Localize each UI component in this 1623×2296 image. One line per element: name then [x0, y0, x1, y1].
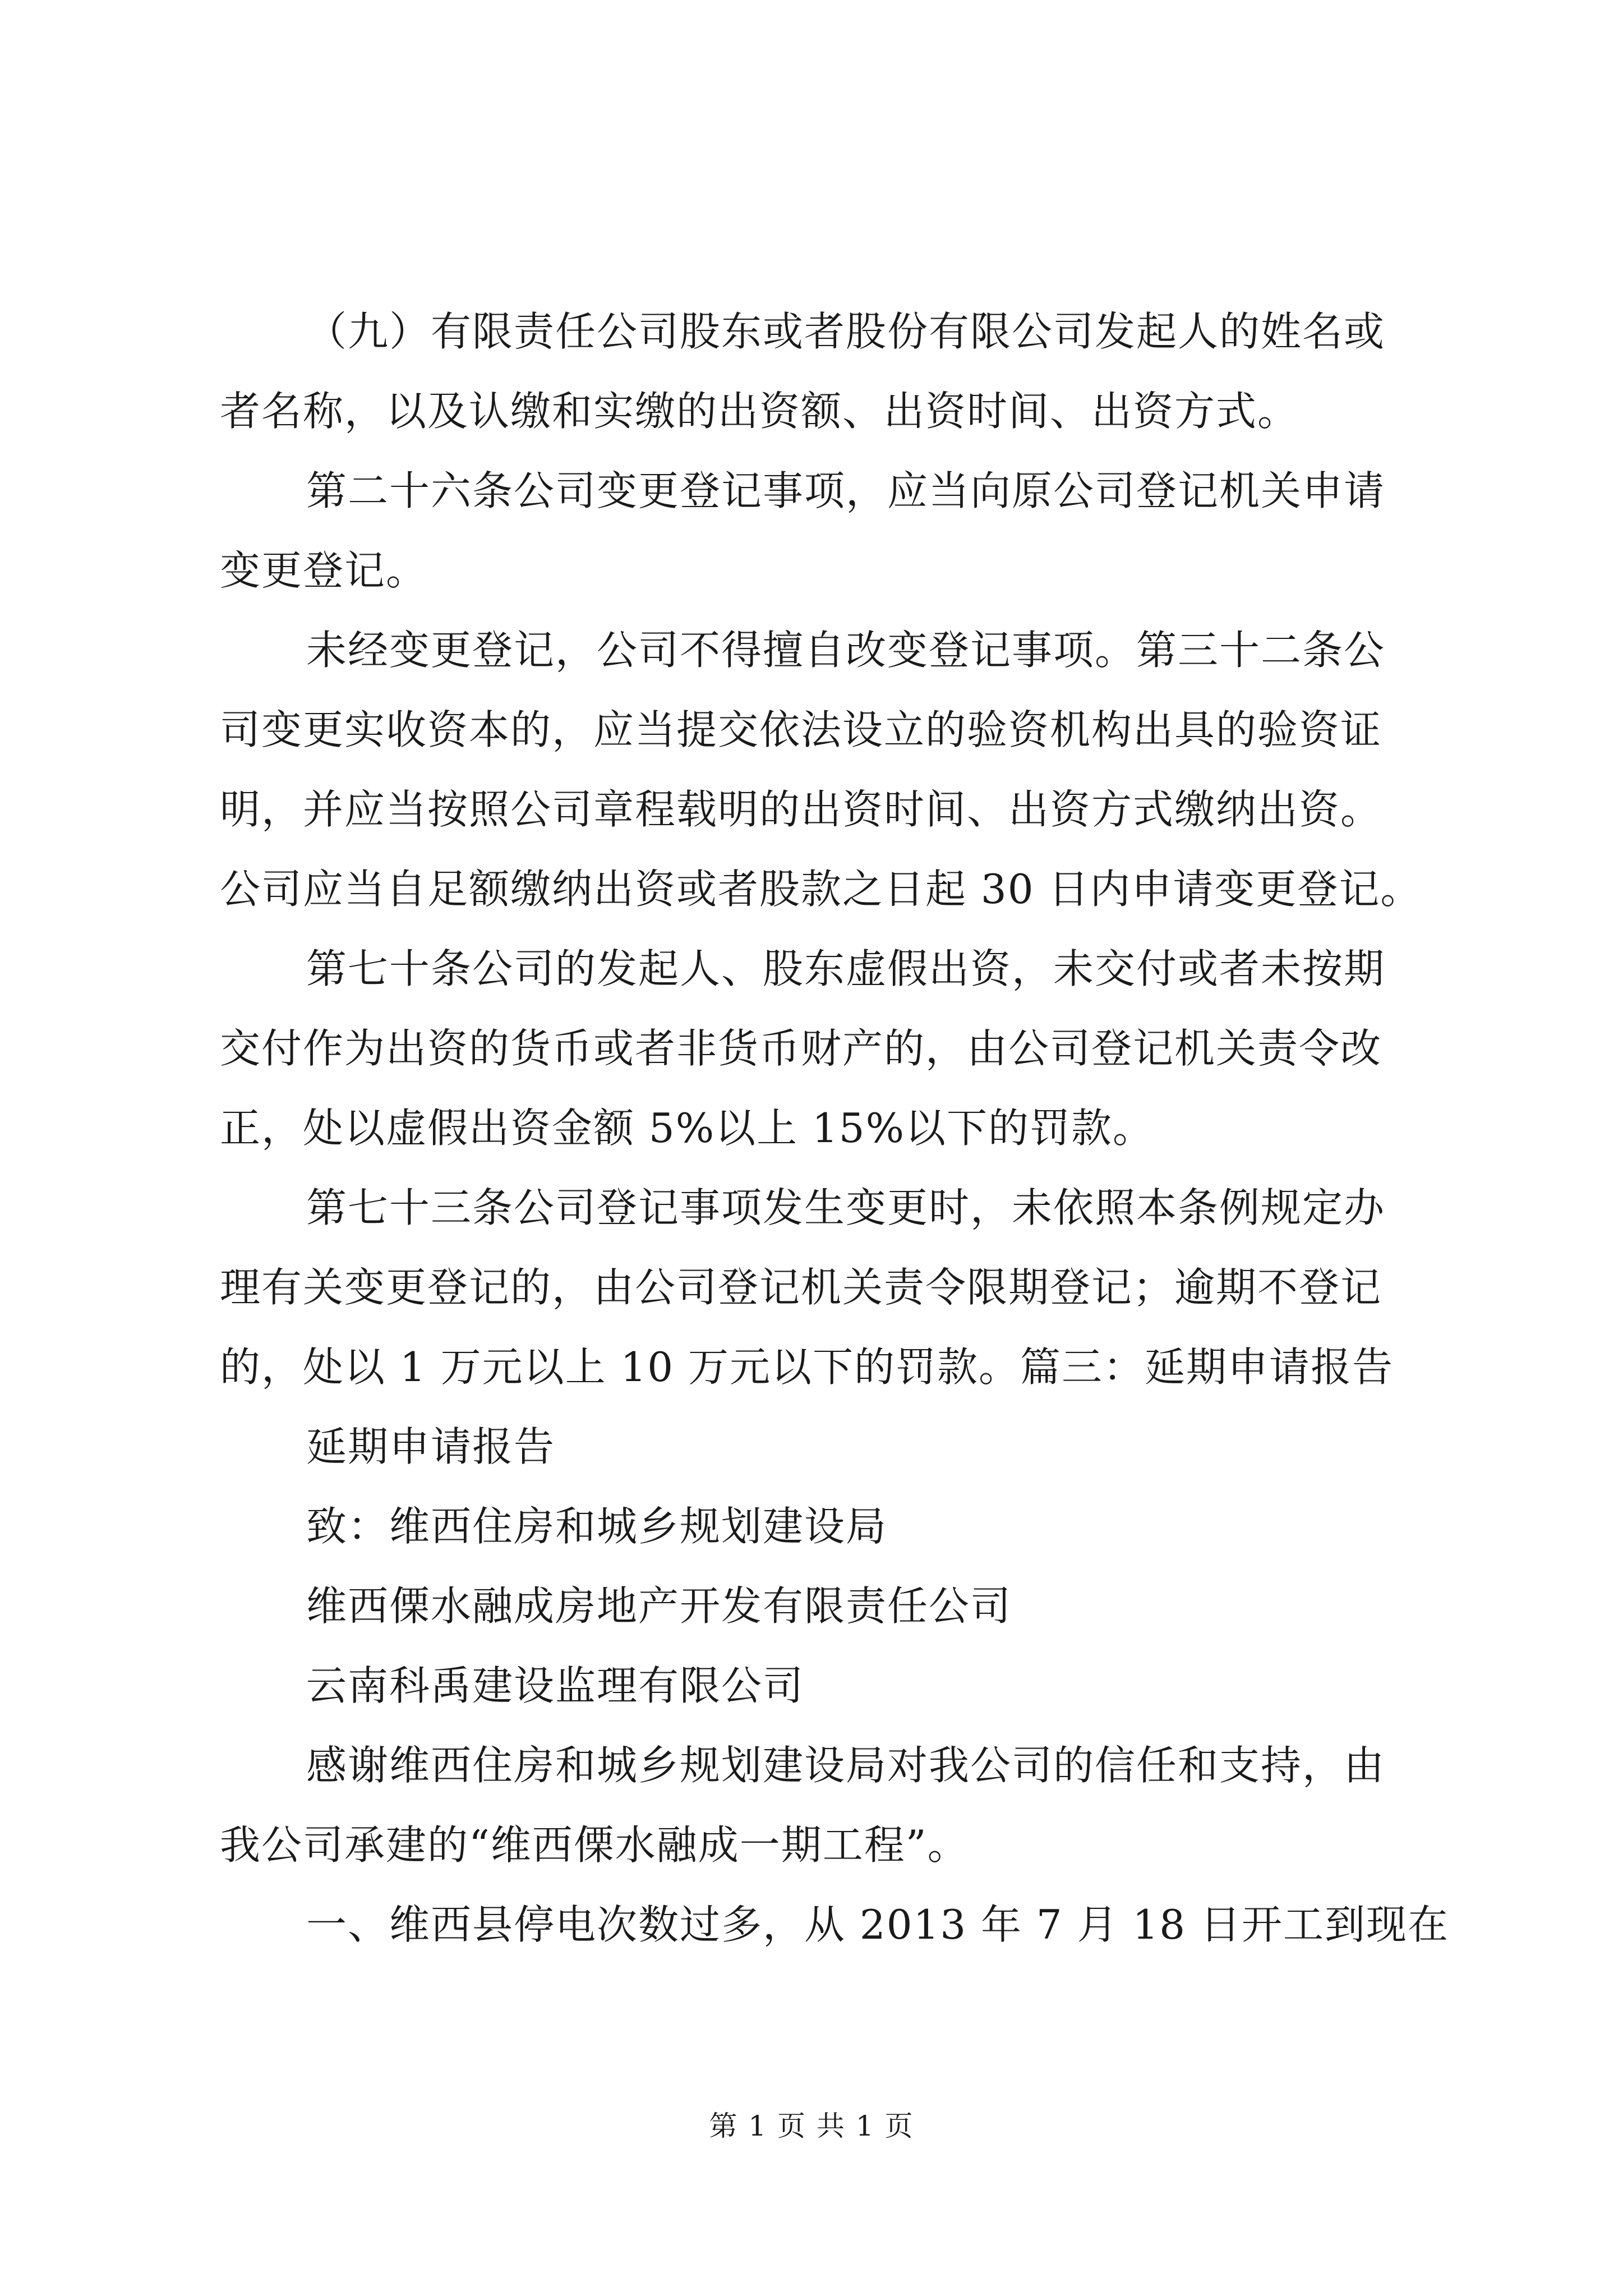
- text-line: 变更登记。: [220, 547, 428, 594]
- text-line: 感谢维西住房和城乡规划建设局对我公司的信任和支持，由: [306, 1742, 1386, 1789]
- text-line: 正，处以虚假出资金额 5%以上 15%以下的罚款。: [220, 1105, 1155, 1152]
- text-line: 未经变更登记，公司不得擅自改变登记事项。第三十二条公: [306, 627, 1386, 674]
- document-body: [220, 292, 1449, 1964]
- text-line: 第七十条公司的发起人、股东虚假出资，未交付或者未按期: [306, 945, 1386, 992]
- text-line: 一、维西县停电次数过多，从 2013 年 7 月 18 日开工到现在: [306, 1901, 1449, 1948]
- page-number-footer: 第 1 页 共 1 页: [709, 2110, 914, 2142]
- text-line: 第七十三条公司登记事项发生变更时，未依照本条例规定办: [306, 1184, 1386, 1231]
- text-line: 第二十六条公司变更登记事项，应当向原公司登记机关申请: [306, 467, 1386, 514]
- addressee-line: 云南科禹建设监理有限公司: [306, 1662, 805, 1709]
- text-line: 者名称，以及认缴和实缴的出资额、出资时间、出资方式。: [220, 388, 1299, 435]
- text-line: 理有关变更登记的，由公司登记机关责令限期登记；逾期不登记: [220, 1264, 1382, 1311]
- text-line: 的，处以 1 万元以上 10 万元以下的罚款。篇三：延期申请报告: [220, 1343, 1394, 1391]
- text-line: 明，并应当按照公司章程载明的出资时间、出资方式缴纳出资。: [220, 786, 1382, 833]
- text-line: 司变更实收资本的，应当提交依法设立的验资机构出具的验资证: [220, 706, 1382, 753]
- text-line: 公司应当自足额缴纳出资或者股款之日起 30 日内申请变更登记。: [220, 866, 1422, 913]
- addressee-line: 维西傈水融成房地产开发有限责任公司: [306, 1582, 1012, 1630]
- addressee-line: 致：维西住房和城乡规划建设局: [306, 1503, 888, 1550]
- text-line: （九）有限责任公司股东或者股份有限公司发起人的姓名或: [306, 308, 1386, 355]
- text-line: 我公司承建的“维西傈水融成一期工程”。: [220, 1821, 969, 1869]
- section-heading: 延期申请报告: [306, 1423, 556, 1470]
- text-line: 交付作为出资的货币或者非货币财产的，由公司登记机关责令改: [220, 1025, 1382, 1072]
